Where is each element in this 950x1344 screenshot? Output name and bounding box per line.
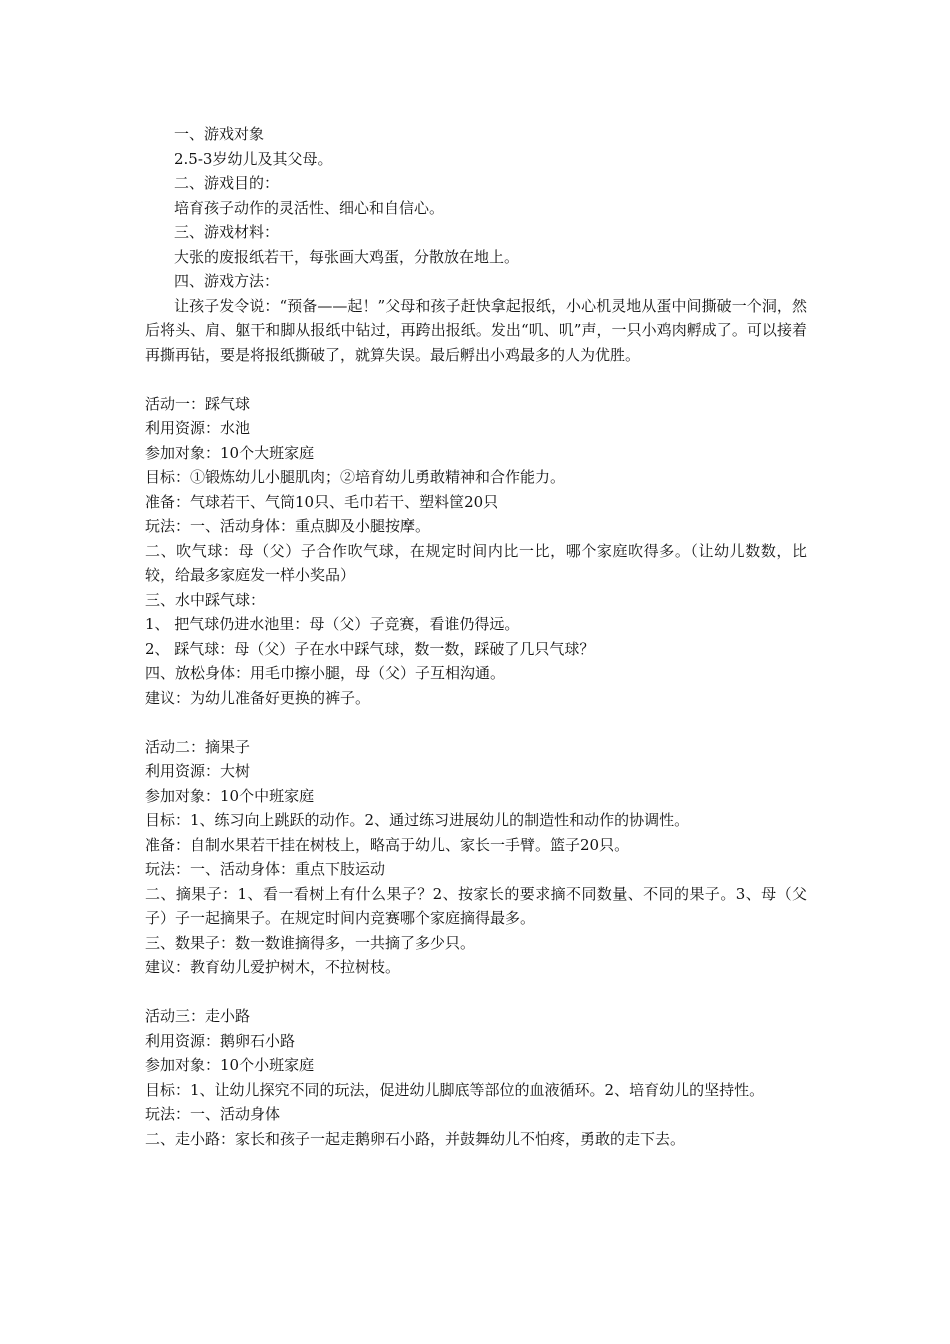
activity-two-title: 活动二：摘果子 [145,737,251,756]
activity-three-goal: 目标：1、让幼儿探究不同的玩法，促进幼儿脚底等部位的血液循环。2、培育幼儿的坚持性。 [145,1080,765,1099]
activity-three-play: 玩法：一、活动身体 [145,1105,281,1123]
activity-two-step-2: 二、摘果子：1、看一看树上有什么果子？2、按家长的要求摘不同数量、不同的果子。3、母（父子）子一起摘果子。在规定时间内竞赛哪个家庭摘得最多。 [145,884,807,927]
activity-three-title: 活动三：走小路 [145,1007,251,1025]
activity-one-target: 参加对象：10个大班家庭 [145,443,315,462]
activity-one-advice: 建议：为幼儿准备好更换的裤子。 [145,688,371,707]
spacer [145,980,807,1005]
activity-one-goal: 目标：①锻炼幼儿小腿肌肉；②培育幼儿勇敢精神和合作能力。 [145,468,566,486]
document-page [145,122,807,1151]
activity-one-section [145,392,807,711]
activity-two-advice: 建议：教育幼儿爱护树木，不拉树枝。 [145,958,401,976]
activity-two-step-3: 三、数果子：数一数谁摘得多，一共摘了多少只。 [145,933,476,952]
activity-three-target: 参加对象：10个小班家庭 [145,1056,315,1074]
section-text-purpose: 培育孩子动作的灵活性、细心和自信心。 [174,198,445,217]
activity-two-prep: 准备：自制水果若干挂在树枝上，略高于幼儿、家长一手臂。篮子20只。 [145,835,630,854]
activity-one-step-3-1: 1、 把气球仍进水池里：母（父）子竞赛，看谁仍得远。 [145,615,520,633]
spacer [145,710,807,735]
activity-one-play: 玩法：一、活动身体：重点脚及小腿按摩。 [145,517,431,535]
section-text-materials: 大张的废报纸若干，每张画大鸡蛋，分散放在地上。 [174,247,520,266]
activity-three-resource: 利用资源：鹅卵石小路 [145,1031,296,1050]
activity-two-target: 参加对象：10个中班家庭 [145,786,315,805]
section-heading-purpose: 二、游戏目的： [174,174,280,192]
activity-one-step-4: 四、放松身体：用毛巾擦小腿，母（父）子互相沟通。 [145,664,506,682]
activity-one-prep: 准备：气球若干、气筒10只、毛巾若干、塑料筐20只 [145,492,499,511]
activity-two-play: 玩法：一、活动身体：重点下肢运动 [145,860,386,878]
activity-one-step-2: 二、吹气球：母（父）子合作吹气球，在规定时间内比一比，哪个家庭吹得多。（让幼儿数数，比较，给最多家庭发一样小奖品） [145,541,807,584]
section-heading-method: 四、游戏方法： [174,272,280,290]
activity-one-title: 活动一：踩气球 [145,394,251,413]
section-heading-target: 一、游戏对象 [174,125,265,143]
activity-two-resource: 利用资源：大树 [145,762,251,780]
section-text-target: 2.5-3岁幼儿及其父母。 [174,149,333,168]
activity-one-resource: 利用资源：水池 [145,419,251,437]
section-text-method: 让孩子发令说：“预备——起！”父母和孩子赶快拿起报纸，小心机灵地从蛋中间撕破一个洞，然后将头、肩、躯干和脚从报纸中钻过，再跨出报纸。发出“叽、叽”声，一只小鸡肉孵成了。可以接着再撕再钻，要是将报纸撕破了，就算失误。最后孵出小鸡最多的人为优胜。 [145,296,807,364]
spacer [145,367,807,392]
section-heading-materials: 三、游戏材料： [174,223,280,241]
activity-one-step-3: 三、水中踩气球： [145,590,266,609]
activity-one-step-3-2: 2、 踩气球：母（父）子在水中踩气球，数一数，踩破了几只气球？ [145,639,595,658]
activity-three-section [145,1004,807,1151]
intro-section [145,122,807,367]
activity-three-step-2: 二、走小路：家长和孩子一起走鹅卵石小路，并鼓舞幼儿不怕疼，勇敢的走下去。 [145,1129,686,1148]
activity-two-goal: 目标：1、练习向上跳跃的动作。2、通过练习进展幼儿的制造性和动作的协调性。 [145,811,690,829]
activity-two-section [145,735,807,980]
